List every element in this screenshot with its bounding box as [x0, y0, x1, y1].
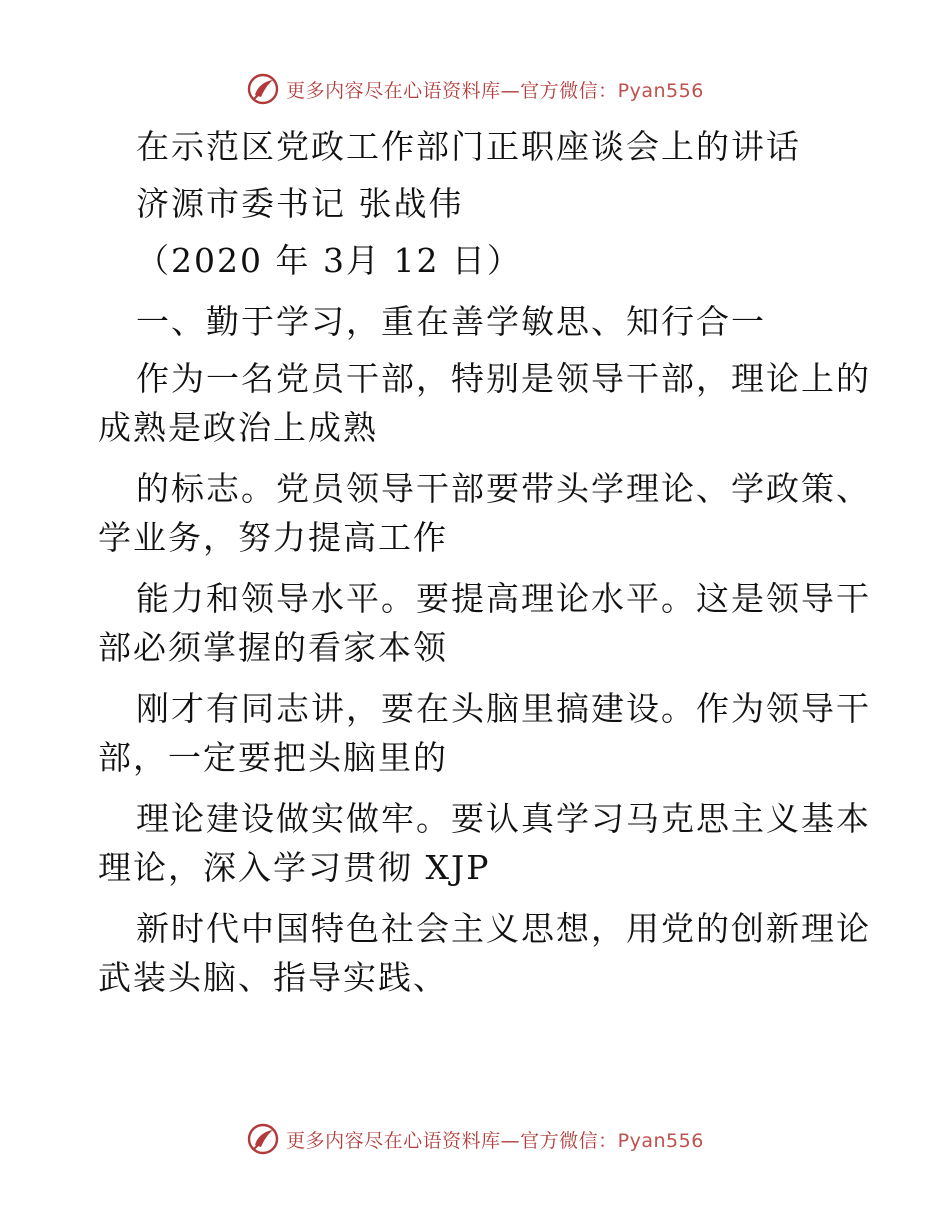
watermark-wechat-id: Pyan556	[617, 1129, 704, 1152]
paragraph-line: 部，一定要把头脑里的	[98, 738, 448, 777]
document-title: 在示范区党政工作部门正职座谈会上的讲话	[136, 127, 801, 166]
watermark-text	[286, 76, 704, 103]
watermark-label: 更多内容尽在心语资料库—官方微信：	[286, 1129, 618, 1152]
paragraph-line: 刚才有同志讲，要在头脑里搞建设。作为领导干	[136, 689, 871, 728]
paragraph-line: 的标志。党员领导干部要带头学理论、学政策、	[136, 469, 871, 508]
paragraph-line: 理论，深入学习贯彻 XJP	[98, 848, 491, 887]
paragraph-line: 作为一名党员干部，特别是领导干部，理论上的	[136, 359, 871, 398]
watermark-text	[286, 1126, 704, 1153]
watermark-label: 更多内容尽在心语资料库—官方微信：	[286, 79, 618, 102]
watermark-wechat-id: Pyan556	[617, 79, 704, 102]
paragraph-line: 部必须掌握的看家本领	[98, 628, 448, 667]
watermark-logo-icon	[246, 72, 280, 106]
paragraph-line: 学业务，努力提高工作	[98, 518, 448, 557]
paragraph-line: 成熟是政治上成熟	[98, 408, 378, 447]
paragraph-line: 武装头脑、指导实践、	[98, 958, 448, 997]
document-date: （2020 年 3月 12 日）	[136, 241, 522, 280]
section-heading: 一、勤于学习，重在善学敏思、知行合一	[136, 302, 766, 341]
watermark-logo-icon	[246, 1122, 280, 1156]
paragraph-line: 理论建设做实做牢。要认真学习马克思主义基本	[136, 799, 871, 838]
paragraph-line: 新时代中国特色社会主义思想，用党的创新理论	[136, 909, 871, 948]
document-body	[98, 122, 871, 1002]
document-author: 济源市委书记 张战伟	[136, 184, 464, 223]
watermark-footer	[0, 1122, 950, 1156]
watermark-header	[0, 72, 950, 106]
paragraph-line: 能力和领导水平。要提高理论水平。这是领导干	[136, 579, 871, 618]
